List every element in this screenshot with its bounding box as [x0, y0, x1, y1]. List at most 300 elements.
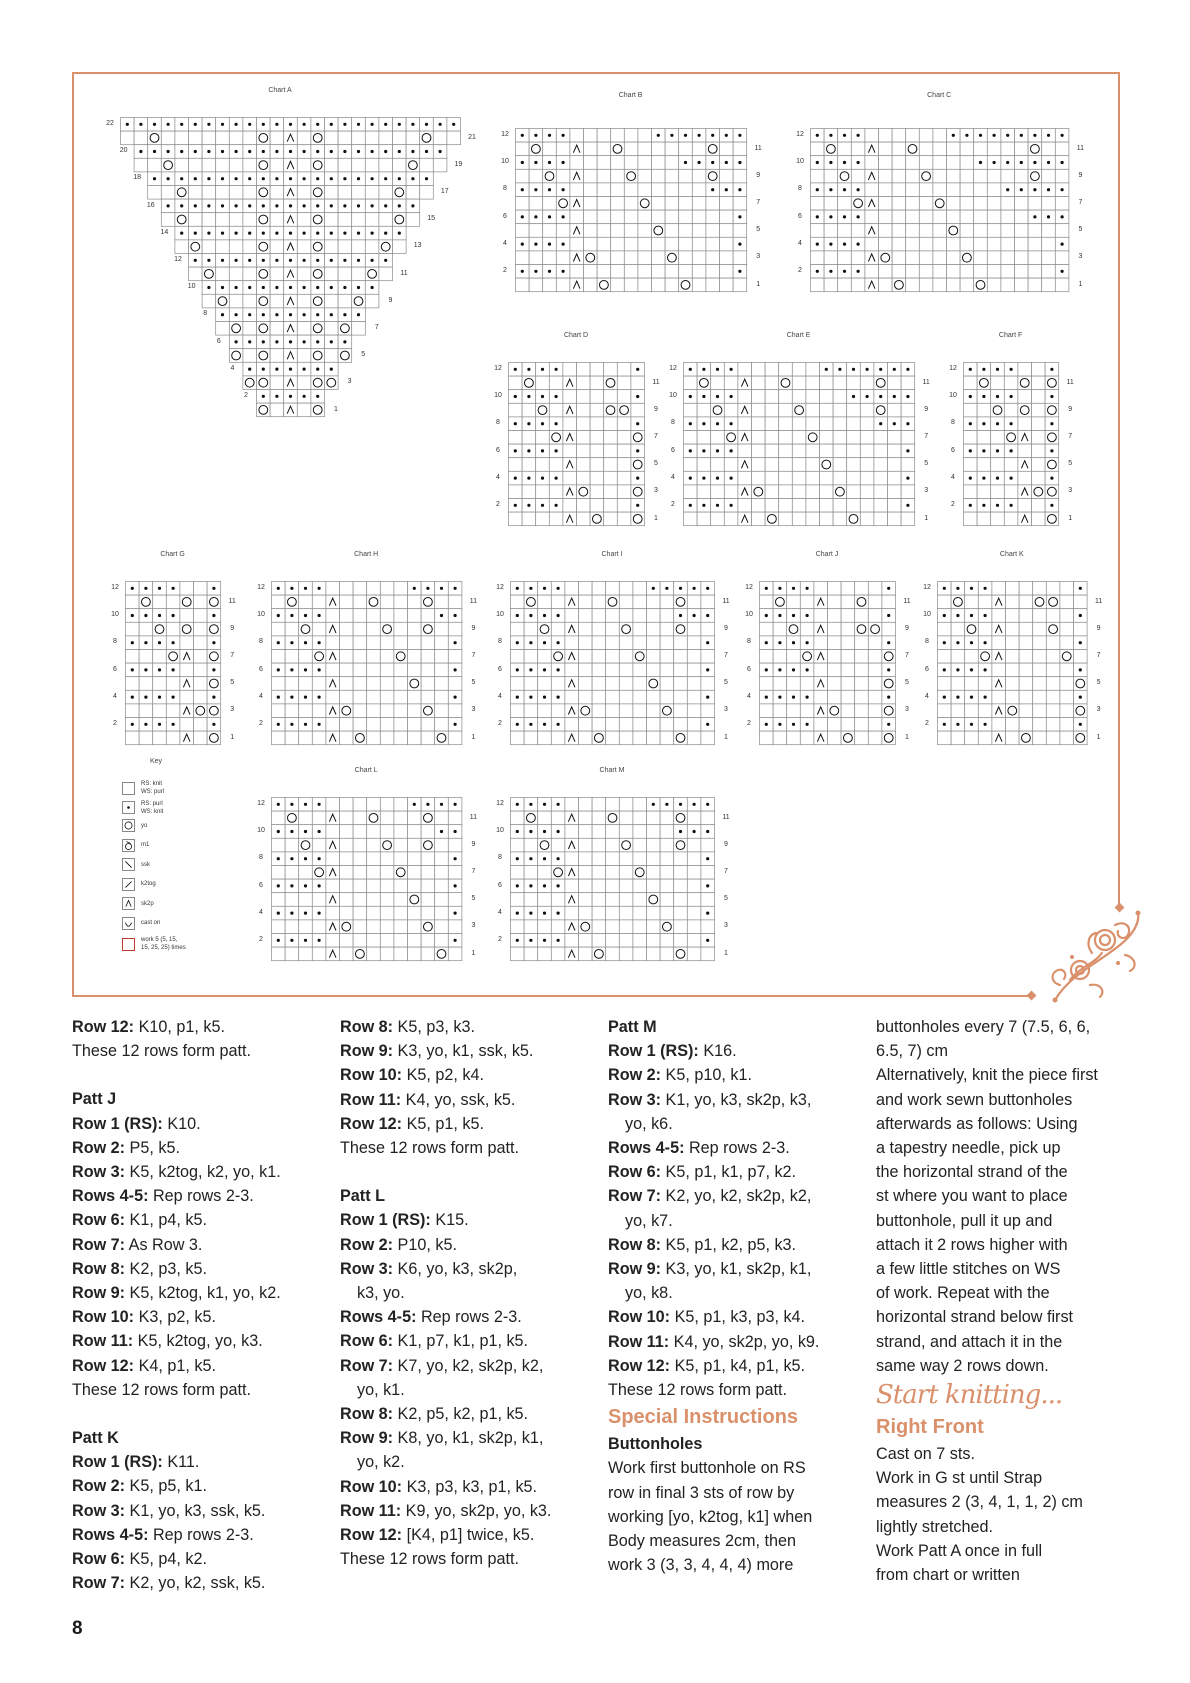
- row-text: These 12 rows form patt.: [608, 1381, 788, 1400]
- dot-icon: [1061, 134, 1064, 137]
- key-item-blank: [122, 780, 164, 796]
- dot-icon: [956, 641, 959, 644]
- chart-cell: [380, 798, 394, 812]
- chart-cell: [538, 650, 552, 664]
- dot-icon: [411, 204, 414, 207]
- row-number: 5: [1096, 679, 1101, 687]
- chart-cell: [1055, 251, 1069, 265]
- chart-cell: [509, 431, 523, 445]
- chart-cell: [855, 636, 869, 650]
- row-text: K3, p3, k3, p1, k5.: [402, 1477, 538, 1496]
- dot-icon: [541, 477, 544, 480]
- instruction-line: [72, 1378, 332, 1402]
- chart-cell: [1006, 636, 1020, 650]
- row-label: Row 11:: [340, 1501, 402, 1520]
- chart-cell: [394, 636, 408, 650]
- chart-cell: [447, 131, 461, 145]
- chart-cell: [216, 213, 230, 227]
- chart-cell: [340, 906, 354, 920]
- dot-icon: [984, 696, 987, 699]
- chart-cell: [408, 650, 422, 664]
- dot-icon: [843, 161, 846, 164]
- chart-cell: [175, 158, 189, 172]
- chart-cell: [194, 582, 208, 596]
- chart-cell: [522, 512, 536, 526]
- chart-cell: [524, 704, 538, 718]
- chart-cell: [299, 893, 313, 907]
- chart-cell: [617, 363, 631, 377]
- dot-icon: [167, 150, 170, 153]
- row-label: Row 1 (RS):: [72, 1114, 163, 1133]
- row-number: 18: [133, 174, 142, 182]
- chart-cell: [779, 390, 793, 404]
- chart-cell: [448, 622, 462, 636]
- chart-cell: [638, 224, 652, 238]
- chart-cell: [978, 731, 992, 745]
- chart-cell: [524, 893, 538, 907]
- row-label: Row 11:: [340, 1090, 402, 1109]
- chart-cell: [868, 663, 882, 677]
- chart-cell: [647, 704, 661, 718]
- dot-icon: [765, 723, 768, 726]
- chart-cell: [633, 811, 647, 825]
- chart-cell: [687, 704, 701, 718]
- dot-icon: [555, 422, 558, 425]
- chart-cell: [340, 731, 354, 745]
- chart-cell: [855, 663, 869, 677]
- chart-cell: [338, 213, 352, 227]
- chart-cell: [838, 251, 852, 265]
- chart-cell: [960, 224, 974, 238]
- chart-cell: [606, 731, 620, 745]
- chart-cell: [312, 838, 326, 852]
- chart-cell: [606, 704, 620, 718]
- chart-cell: [509, 458, 523, 472]
- dot-icon: [1079, 668, 1082, 671]
- chart-cell: [448, 704, 462, 718]
- chart-cell: [1006, 677, 1020, 691]
- chart-cell: [1001, 237, 1015, 251]
- chart-cell: [1019, 636, 1033, 650]
- dot-icon: [180, 150, 183, 153]
- chart-cell: [933, 278, 947, 292]
- chart-cell: [660, 636, 674, 650]
- chart-cell: [299, 947, 313, 961]
- chart-cell: [435, 866, 449, 880]
- chart-cell: [974, 265, 988, 279]
- dot-icon: [906, 504, 909, 507]
- chart-cell: [647, 622, 661, 636]
- chart-cell: [367, 690, 381, 704]
- dot-icon: [248, 259, 251, 262]
- chart-cell: [828, 609, 842, 623]
- text-column-1: [72, 1015, 332, 1595]
- row-label: Row 2:: [72, 1138, 126, 1157]
- chart-cell: [536, 431, 550, 445]
- chart-cell: [960, 237, 974, 251]
- chart-cell: [760, 704, 774, 718]
- chart-cell: [1060, 731, 1074, 745]
- chart-cell: [787, 677, 801, 691]
- dot-icon: [425, 150, 428, 153]
- chart-cell: [584, 142, 598, 156]
- dot-icon: [440, 830, 443, 833]
- chart-cell: [724, 403, 738, 417]
- row-number: 9: [724, 840, 728, 848]
- row-number: 10: [257, 611, 265, 619]
- dot-icon: [702, 449, 705, 452]
- chart-cell: [977, 485, 991, 499]
- dot-icon: [706, 830, 709, 833]
- dot-icon: [158, 641, 161, 644]
- chart-cell: [340, 934, 354, 948]
- dot-icon: [806, 723, 809, 726]
- chart-title: Chart F: [998, 332, 1023, 339]
- chart-cell: [1028, 251, 1042, 265]
- dot-icon: [1061, 215, 1064, 218]
- row-number: 11: [652, 378, 660, 386]
- chart-cell: [847, 471, 861, 485]
- dot-icon: [956, 668, 959, 671]
- dot-icon: [1010, 422, 1013, 425]
- dot-icon: [689, 477, 692, 480]
- chart-cell: [326, 934, 340, 948]
- chart-cell: [524, 838, 538, 852]
- chart-cell: [773, 650, 787, 664]
- chart-cell: [660, 663, 674, 677]
- chart-cell: [665, 197, 679, 211]
- dot-icon: [857, 134, 860, 137]
- chart-cell: [874, 499, 888, 513]
- chart-cell: [577, 499, 591, 513]
- chart-cell: [536, 376, 550, 390]
- chart-cell: [647, 947, 661, 961]
- chart-cell: [1018, 417, 1032, 431]
- chart-cell: [1055, 278, 1069, 292]
- chart-cell: [806, 403, 820, 417]
- chart-cell: [606, 690, 620, 704]
- dot-icon: [343, 123, 346, 126]
- chart-cell: [847, 499, 861, 513]
- row-text: Rep rows 2-3.: [416, 1308, 522, 1327]
- dot-icon: [1050, 449, 1053, 452]
- dot-icon: [262, 204, 265, 207]
- dot-icon: [665, 803, 668, 806]
- chart-cell: [175, 240, 189, 254]
- chart-cell: [951, 650, 965, 664]
- dot-icon: [557, 641, 560, 644]
- chart-cell: [752, 390, 766, 404]
- row-number: 8: [503, 185, 507, 193]
- chart-cell: [792, 485, 806, 499]
- row-text: K6, yo, k3, sk2p,: [393, 1259, 518, 1278]
- dot-icon: [357, 150, 360, 153]
- dot-icon: [248, 177, 251, 180]
- chart-cell: [987, 197, 1001, 211]
- chart-cell: [806, 444, 820, 458]
- chart-cell: [1033, 663, 1047, 677]
- chart-cell: [633, 879, 647, 893]
- row-number: 5: [230, 679, 235, 687]
- chart-cell: [1042, 142, 1056, 156]
- dot-icon: [235, 340, 238, 343]
- chart-cell: [674, 690, 688, 704]
- chart-cell: [592, 825, 606, 839]
- chart-cell: [1033, 650, 1047, 664]
- dot-icon: [516, 830, 519, 833]
- chart-cell: [340, 595, 354, 609]
- dot-icon: [330, 232, 333, 235]
- chart-cell: [824, 224, 838, 238]
- chart-cell: [960, 169, 974, 183]
- dot-icon: [235, 259, 238, 262]
- chart-cell: [919, 210, 933, 224]
- chart-cell: [1001, 265, 1015, 279]
- dot-icon: [221, 123, 224, 126]
- dot-icon: [1020, 134, 1023, 137]
- row-number: 2: [496, 501, 500, 508]
- chart-cell: [543, 197, 557, 211]
- dot-icon: [984, 587, 987, 590]
- row-text: Work in G st until Strap: [876, 1469, 1043, 1488]
- chart-cell: [965, 704, 979, 718]
- chart-cell: [919, 142, 933, 156]
- dot-icon: [262, 259, 265, 262]
- dot-icon: [906, 449, 909, 452]
- spacer: [340, 1160, 600, 1184]
- chart-cell: [1006, 690, 1020, 704]
- dot-icon: [706, 614, 709, 617]
- chart-cell: [888, 471, 902, 485]
- chart-cell: [340, 650, 354, 664]
- row-label: Row 10:: [608, 1308, 671, 1327]
- chart-cell: [1060, 636, 1074, 650]
- row-number: 6: [498, 665, 502, 673]
- chart-cell: [619, 609, 633, 623]
- chart-cell: [1028, 278, 1042, 292]
- dot-icon: [357, 123, 360, 126]
- chart-cell: [153, 704, 167, 718]
- dot-icon: [172, 587, 175, 590]
- chart-cell: [604, 458, 618, 472]
- dot-icon: [706, 668, 709, 671]
- chart-cell: [1032, 417, 1046, 431]
- chart-cell: [592, 595, 606, 609]
- chart-cell: [855, 650, 869, 664]
- dot-icon: [371, 286, 374, 289]
- chart-cell: [243, 213, 257, 227]
- row-number: 8: [925, 638, 929, 646]
- dot-icon: [543, 830, 546, 833]
- chart-cell: [684, 376, 698, 390]
- chart-cell: [855, 582, 869, 596]
- chart-cell: [579, 690, 593, 704]
- chart-cell: [352, 213, 366, 227]
- chart-cell: [841, 609, 855, 623]
- row-number: 6: [259, 881, 263, 889]
- dot-icon: [248, 340, 251, 343]
- chart-cell: [760, 595, 774, 609]
- chart-cell: [229, 158, 243, 172]
- chart-cell: [435, 906, 449, 920]
- chart-cell: [720, 278, 734, 292]
- chart-cell: [556, 224, 570, 238]
- dot-icon: [716, 422, 719, 425]
- chart-cell: [1015, 210, 1029, 224]
- chart-cell: [606, 838, 620, 852]
- instruction-line: [72, 1329, 332, 1353]
- chart-cell: [906, 278, 920, 292]
- row-text: row in final 3 sts of row by: [608, 1483, 795, 1502]
- chart-cell: [435, 879, 449, 893]
- row-label: Row 9:: [72, 1284, 126, 1303]
- chart-cell: [879, 183, 893, 197]
- chart-cell: [860, 417, 874, 431]
- chart-cell: [166, 622, 180, 636]
- dot-icon: [689, 504, 692, 507]
- dot-icon: [318, 723, 321, 726]
- chart-cell: [433, 131, 447, 145]
- chart-cell: [879, 224, 893, 238]
- row-text: K5, p10, k1.: [661, 1066, 752, 1085]
- row-text: K3, yo, k1, ssk, k5.: [393, 1042, 534, 1061]
- chart-cell: [421, 906, 435, 920]
- chart-grid: [271, 797, 463, 962]
- key-item-repeat: [122, 936, 186, 952]
- dot-icon: [534, 161, 537, 164]
- dot-icon: [738, 215, 741, 218]
- dot-icon: [557, 696, 560, 699]
- chart-cell: [868, 690, 882, 704]
- dot-icon: [693, 614, 696, 617]
- chart-cell: [367, 622, 381, 636]
- dot-icon: [262, 150, 265, 153]
- dot-icon: [304, 857, 307, 860]
- row-number: 4: [496, 473, 500, 481]
- chart-cell: [394, 622, 408, 636]
- chart-cell: [340, 852, 354, 866]
- chart-cell: [847, 485, 861, 499]
- row-text: K1, yo, k3, ssk, k5.: [125, 1501, 266, 1520]
- chart-cell: [647, 718, 661, 732]
- dot-icon: [343, 150, 346, 153]
- dot-icon: [816, 243, 819, 246]
- dot-icon: [248, 286, 251, 289]
- row-number: 1: [471, 949, 476, 957]
- dot-icon: [1061, 270, 1064, 273]
- chart-cell: [597, 265, 611, 279]
- key-label: RS: purl WS: knit: [141, 800, 164, 815]
- dot-icon: [765, 641, 768, 644]
- page-number: 8: [72, 1618, 83, 1639]
- chart-cell: [665, 278, 679, 292]
- chart-grid: [810, 128, 1070, 293]
- dot-icon: [555, 395, 558, 398]
- dot-icon: [212, 696, 215, 699]
- chart-cell: [874, 458, 888, 472]
- row-number: 3: [724, 922, 728, 930]
- chart-cell: [833, 499, 847, 513]
- chart-cell: [1055, 142, 1069, 156]
- chart-cell: [1042, 265, 1056, 279]
- dot-icon: [906, 395, 909, 398]
- chart-cell: [828, 663, 842, 677]
- chart-cell: [779, 431, 793, 445]
- chart-cell: [851, 169, 865, 183]
- chart-cell: [584, 265, 598, 279]
- dot-icon: [452, 123, 455, 126]
- row-text: 6.5, 7) cm: [876, 1042, 948, 1061]
- chart-cell: [577, 512, 591, 526]
- chart-cell: [353, 920, 367, 934]
- chart-cell: [393, 131, 407, 145]
- chart-cell: [665, 183, 679, 197]
- chart-cell: [1015, 237, 1029, 251]
- row-label: Row 3:: [72, 1163, 126, 1182]
- dot-icon: [516, 587, 519, 590]
- chart-cell: [393, 158, 407, 172]
- instruction-line: [72, 1305, 332, 1329]
- chart-cell: [991, 458, 1005, 472]
- dot-icon: [730, 368, 733, 371]
- dot-icon: [778, 668, 781, 671]
- chart-cell: [611, 237, 625, 251]
- chart-cell: [352, 267, 366, 281]
- chart-cell: [380, 934, 394, 948]
- chart-cell: [647, 636, 661, 650]
- dot-icon: [277, 614, 280, 617]
- dot-icon: [970, 587, 973, 590]
- chart-cell: [511, 622, 525, 636]
- chart-cell: [285, 866, 299, 880]
- chart-cell: [524, 677, 538, 691]
- dot-icon: [212, 587, 215, 590]
- instruction-line: [72, 1015, 332, 1039]
- instruction-line: [608, 1233, 868, 1257]
- row-text: a few little stitches on WS: [876, 1260, 1061, 1279]
- chart-cell: [938, 677, 952, 691]
- chart-cell: [579, 934, 593, 948]
- chart-cell: [421, 718, 435, 732]
- chart-cell: [340, 582, 354, 596]
- chart-cell: [299, 920, 313, 934]
- chart-cell: [297, 322, 311, 336]
- chart-cell: [964, 512, 978, 526]
- instruction-line: [72, 1087, 332, 1111]
- row-number: 3: [347, 378, 352, 386]
- chart-cell: [624, 183, 638, 197]
- row-label: Patt J: [72, 1090, 117, 1109]
- dot-icon: [1061, 188, 1064, 191]
- chart-cell: [592, 893, 606, 907]
- chart-cell: [752, 471, 766, 485]
- chart-cell: [522, 458, 536, 472]
- dot-icon: [440, 803, 443, 806]
- dot-icon: [725, 161, 728, 164]
- chart-cell: [270, 131, 284, 145]
- chart-cell: [435, 622, 449, 636]
- chart-cell: [435, 718, 449, 732]
- chart-cell: [814, 636, 828, 650]
- chart-cell: [592, 663, 606, 677]
- dot-icon: [131, 723, 134, 726]
- row-label: Row 2:: [608, 1066, 662, 1085]
- dot-icon: [144, 723, 147, 726]
- dot-icon: [262, 177, 265, 180]
- chart-cell: [611, 224, 625, 238]
- dot-icon: [693, 587, 696, 590]
- row-number: 15: [427, 215, 436, 223]
